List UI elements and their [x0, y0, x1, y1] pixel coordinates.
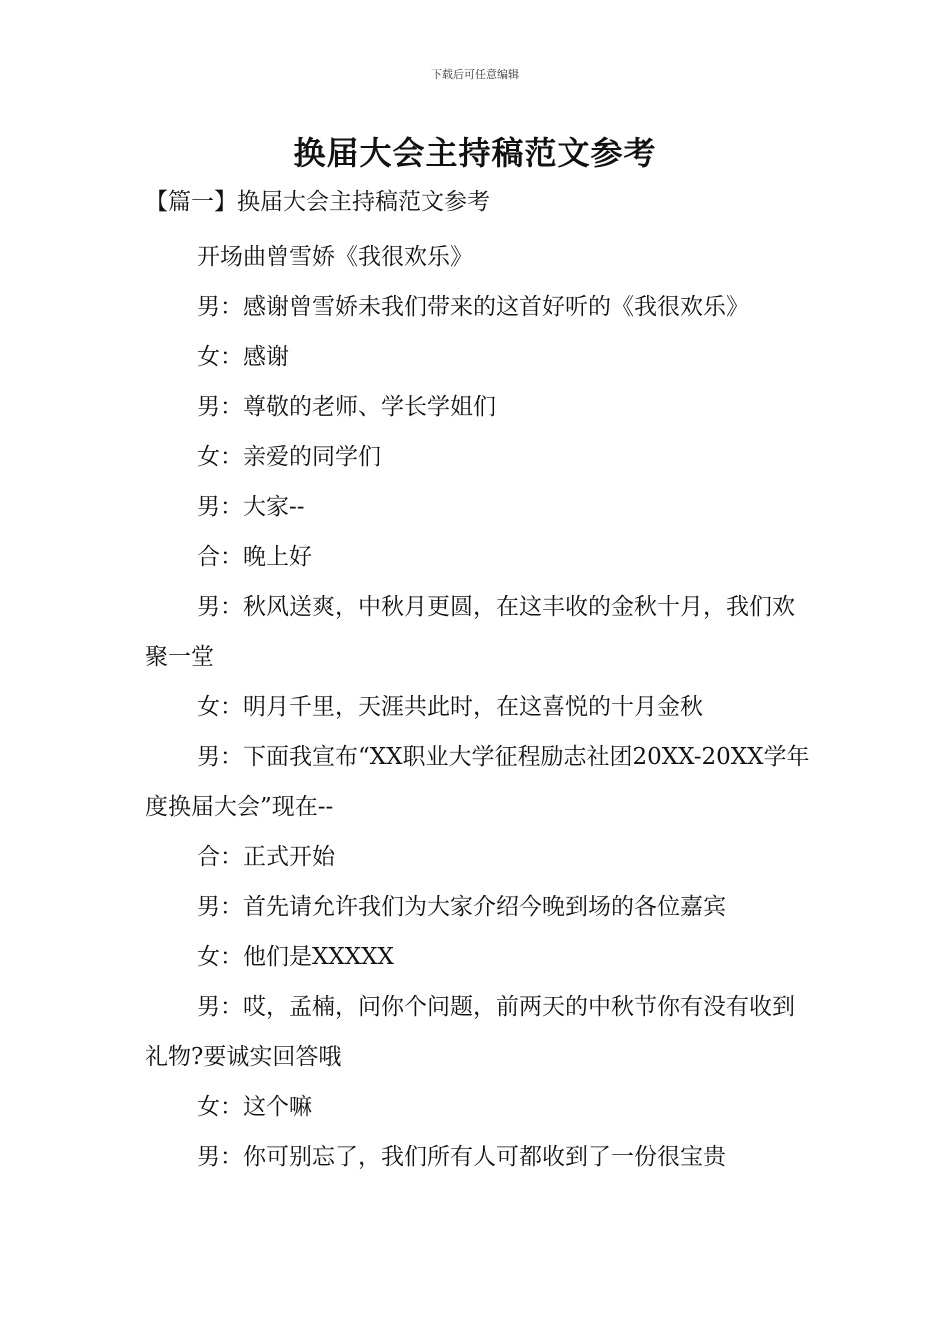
paragraph-1: 开场曲曾雪娇《我很欢乐》	[197, 244, 473, 270]
paragraph-6: 男：大家--	[197, 494, 305, 520]
watermark-text: 下载后可任意编辑	[431, 68, 519, 81]
paragraph-10: 男：下面我宣布“XX职业大学征程励志社团20XX-20XX学年度换届大会”现在--	[145, 744, 810, 820]
paragraph-12: 男：首先请允许我们为大家介绍今晚到场的各位嘉宾	[197, 894, 726, 920]
document-title: 换届大会主持稿范文参考	[293, 134, 657, 172]
paragraph-11: 合：正式开始	[197, 844, 335, 870]
paragraph-3: 女：感谢	[197, 344, 289, 370]
paragraph-7: 合：晚上好	[197, 544, 312, 570]
paragraph-9: 女：明月千里，天涯共此时，在这喜悦的十月金秋	[197, 694, 703, 720]
section-heading: 【篇一】换届大会主持稿范文参考	[145, 189, 490, 215]
paragraph-5: 女：亲爱的同学们	[197, 444, 381, 470]
paragraph-8: 男：秋风送爽，中秋月更圆，在这丰收的金秋十月，我们欢聚一堂	[145, 594, 795, 670]
paragraph-14: 男：哎，孟楠，问你个问题，前两天的中秋节你有没有收到礼物?要诚实回答哦	[145, 994, 795, 1070]
paragraph-15: 女：这个嘛	[197, 1094, 312, 1120]
paragraph-4: 男：尊敬的老师、学长学姐们	[197, 394, 496, 420]
paragraph-13: 女：他们是XXXXX	[197, 944, 394, 970]
paragraph-16: 男：你可别忘了，我们所有人可都收到了一份很宝贵	[197, 1144, 726, 1170]
document-body	[145, 232, 810, 1182]
paragraph-2: 男：感谢曾雪娇未我们带来的这首好听的《我很欢乐》	[197, 294, 749, 320]
